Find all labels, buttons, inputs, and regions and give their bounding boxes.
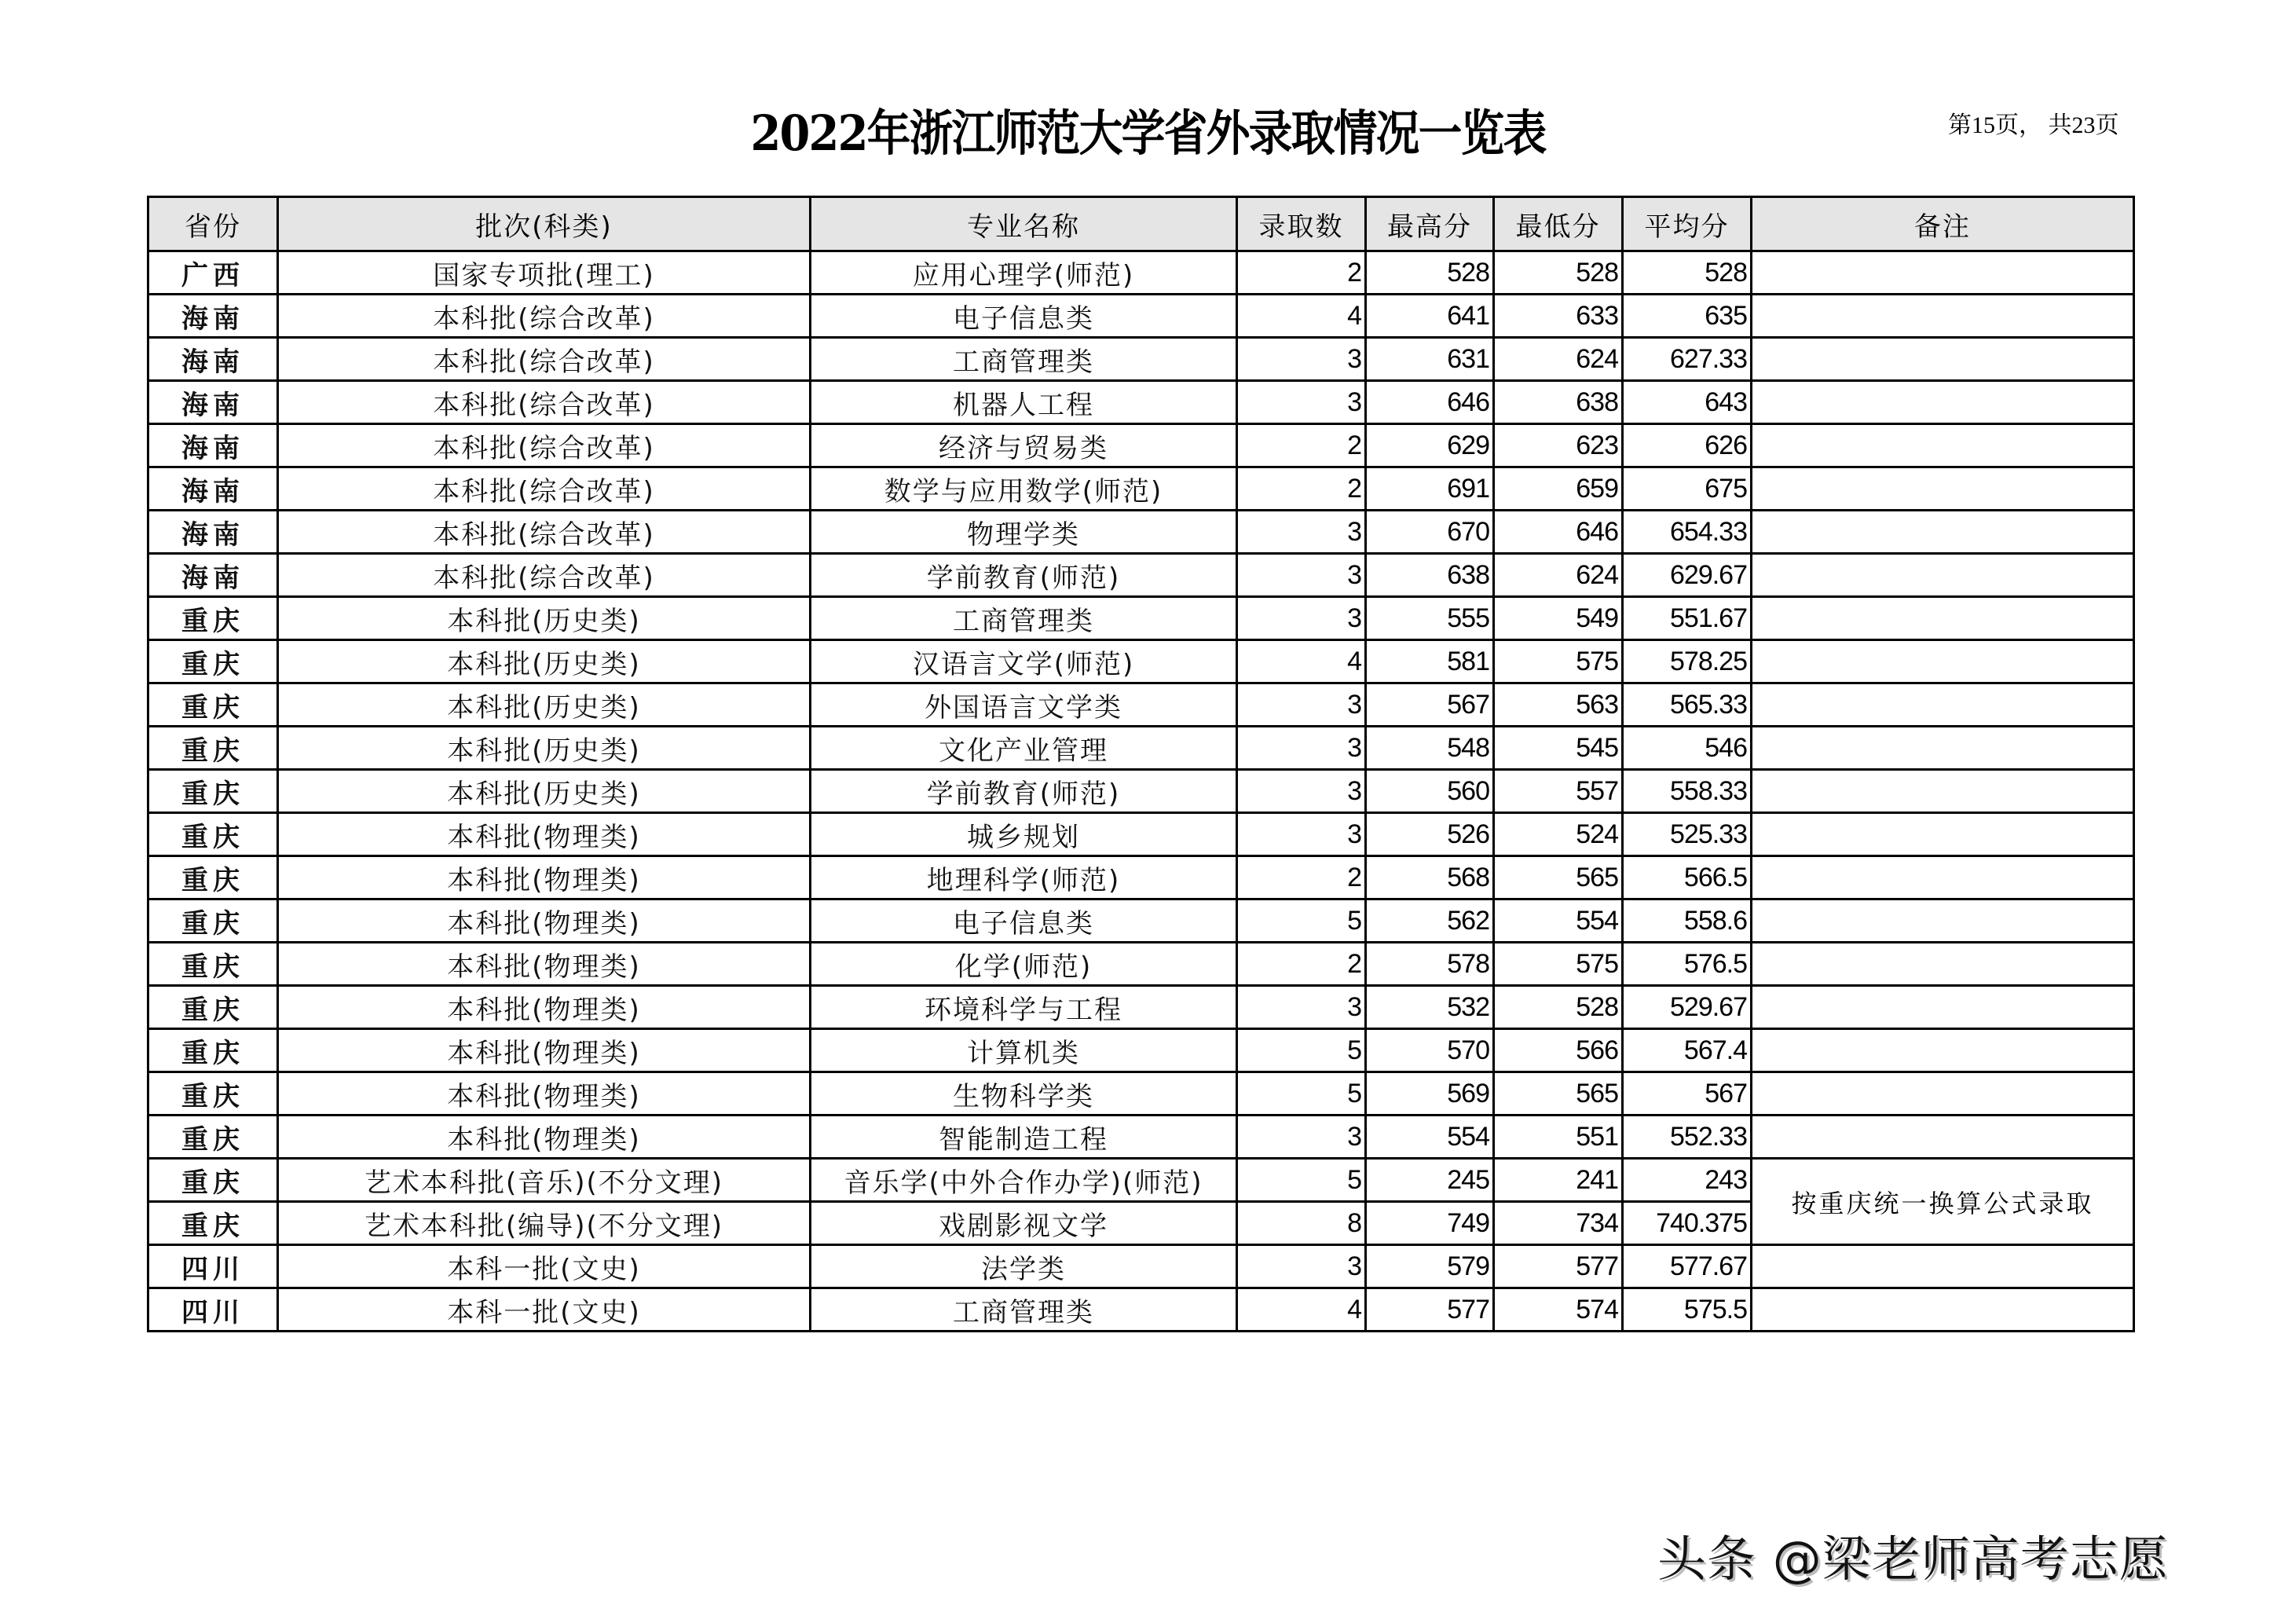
cell-avg-score: 567.4 — [1623, 1029, 1752, 1072]
cell-major: 生物科学类 — [811, 1072, 1237, 1116]
cell-batch: 艺术本科批(编导)(不分文理) — [278, 1202, 811, 1245]
cell-major: 物理学类 — [811, 511, 1237, 554]
cell-province: 重庆 — [148, 1029, 278, 1072]
cell-max-score: 548 — [1366, 727, 1494, 770]
table-row — [148, 856, 2134, 899]
table-row — [148, 597, 2134, 640]
cell-province: 重庆 — [148, 813, 278, 856]
cell-count: 3 — [1237, 770, 1366, 813]
cell-major: 学前教育(师范) — [811, 554, 1237, 597]
cell-remark — [1752, 554, 2134, 597]
cell-min-score: 575 — [1494, 640, 1623, 683]
cell-count: 3 — [1237, 1116, 1366, 1159]
cell-province: 重庆 — [148, 1202, 278, 1245]
cell-major: 工商管理类 — [811, 338, 1237, 381]
cell-major: 数学与应用数学(师范) — [811, 467, 1237, 511]
cell-avg-score: 629.67 — [1623, 554, 1752, 597]
cell-count: 2 — [1237, 467, 1366, 511]
cell-min-score: 557 — [1494, 770, 1623, 813]
cell-province: 重庆 — [148, 597, 278, 640]
cell-min-score: 624 — [1494, 554, 1623, 597]
cell-min-score: 624 — [1494, 338, 1623, 381]
cell-major: 戏剧影视文学 — [811, 1202, 1237, 1245]
cell-remark — [1752, 597, 2134, 640]
table-row — [148, 727, 2134, 770]
cell-major: 音乐学(中外合作办学)(师范) — [811, 1159, 1237, 1202]
table-row — [148, 251, 2134, 295]
cell-batch: 本科批(综合改革) — [278, 511, 811, 554]
cell-max-score: 526 — [1366, 813, 1494, 856]
cell-province: 重庆 — [148, 856, 278, 899]
cell-batch: 本科批(物理类) — [278, 943, 811, 986]
cell-major: 化学(师范) — [811, 943, 1237, 986]
cell-count: 3 — [1237, 986, 1366, 1029]
cell-province: 海南 — [148, 295, 278, 338]
table-row — [148, 511, 2134, 554]
cell-max-score: 568 — [1366, 856, 1494, 899]
cell-max-score: 577 — [1366, 1288, 1494, 1332]
table-row — [148, 424, 2134, 467]
cell-min-score: 638 — [1494, 381, 1623, 424]
cell-count: 2 — [1237, 251, 1366, 295]
cell-major: 智能制造工程 — [811, 1116, 1237, 1159]
cell-max-score: 638 — [1366, 554, 1494, 597]
cell-major: 环境科学与工程 — [811, 986, 1237, 1029]
cell-batch: 本科批(历史类) — [278, 727, 811, 770]
cell-remark — [1752, 1116, 2134, 1159]
cell-remark — [1752, 424, 2134, 467]
table-row — [148, 770, 2134, 813]
admission-table — [147, 196, 2135, 1332]
cell-batch: 本科一批(文史) — [278, 1288, 811, 1332]
cell-max-score: 631 — [1366, 338, 1494, 381]
cell-avg-score: 243 — [1623, 1159, 1752, 1202]
cell-min-score: 577 — [1494, 1245, 1623, 1288]
cell-province: 重庆 — [148, 770, 278, 813]
cell-major: 计算机类 — [811, 1029, 1237, 1072]
cell-avg-score: 528 — [1623, 251, 1752, 295]
cell-min-score: 545 — [1494, 727, 1623, 770]
cell-major: 汉语言文学(师范) — [811, 640, 1237, 683]
cell-major: 工商管理类 — [811, 1288, 1237, 1332]
cell-count: 3 — [1237, 813, 1366, 856]
cell-province: 重庆 — [148, 727, 278, 770]
cell-max-score: 569 — [1366, 1072, 1494, 1116]
cell-max-score: 532 — [1366, 986, 1494, 1029]
cell-count: 4 — [1237, 640, 1366, 683]
cell-major: 机器人工程 — [811, 381, 1237, 424]
table-row — [148, 381, 2134, 424]
page-title: 2022年浙江师范大学省外录取情况一览表 — [750, 104, 1546, 162]
cell-batch: 本科批(历史类) — [278, 770, 811, 813]
header-major: 专业名称 — [811, 197, 1237, 251]
cell-avg-score: 567 — [1623, 1072, 1752, 1116]
cell-remark — [1752, 683, 2134, 727]
cell-batch: 本科批(综合改革) — [278, 424, 811, 467]
cell-batch: 本科批(综合改革) — [278, 338, 811, 381]
cell-max-score: 562 — [1366, 899, 1494, 943]
table-row — [148, 467, 2134, 511]
cell-count: 3 — [1237, 511, 1366, 554]
cell-count: 3 — [1237, 727, 1366, 770]
cell-avg-score: 635 — [1623, 295, 1752, 338]
cell-batch: 本科批(历史类) — [278, 640, 811, 683]
header-count: 录取数 — [1237, 197, 1366, 251]
cell-max-score: 629 — [1366, 424, 1494, 467]
table-row — [148, 813, 2134, 856]
header-max-score: 最高分 — [1366, 197, 1494, 251]
cell-remark — [1752, 856, 2134, 899]
cell-major: 应用心理学(师范) — [811, 251, 1237, 295]
cell-max-score: 560 — [1366, 770, 1494, 813]
cell-count: 3 — [1237, 554, 1366, 597]
cell-major: 学前教育(师范) — [811, 770, 1237, 813]
cell-batch: 本科批(综合改革) — [278, 554, 811, 597]
cell-min-score: 659 — [1494, 467, 1623, 511]
cell-avg-score: 740.375 — [1623, 1202, 1752, 1245]
cell-avg-score: 551.67 — [1623, 597, 1752, 640]
cell-remark — [1752, 1288, 2134, 1332]
cell-max-score: 691 — [1366, 467, 1494, 511]
cell-batch: 本科批(历史类) — [278, 597, 811, 640]
cell-count: 2 — [1237, 943, 1366, 986]
cell-province: 四川 — [148, 1288, 278, 1332]
cell-count: 2 — [1237, 424, 1366, 467]
cell-province: 广西 — [148, 251, 278, 295]
cell-min-score: 563 — [1494, 683, 1623, 727]
cell-remark — [1752, 640, 2134, 683]
cell-province: 重庆 — [148, 640, 278, 683]
cell-major: 经济与贸易类 — [811, 424, 1237, 467]
cell-min-score: 566 — [1494, 1029, 1623, 1072]
cell-province: 海南 — [148, 554, 278, 597]
table-row — [148, 1245, 2134, 1288]
cell-province: 海南 — [148, 467, 278, 511]
page-indicator: 第15页， 共23页 — [1948, 112, 2119, 138]
cell-max-score: 245 — [1366, 1159, 1494, 1202]
cell-min-score: 575 — [1494, 943, 1623, 986]
cell-max-score: 641 — [1366, 295, 1494, 338]
cell-province: 重庆 — [148, 986, 278, 1029]
cell-avg-score: 558.6 — [1623, 899, 1752, 943]
cell-count: 3 — [1237, 683, 1366, 727]
cell-count: 5 — [1237, 1029, 1366, 1072]
cell-province: 海南 — [148, 338, 278, 381]
cell-avg-score: 546 — [1623, 727, 1752, 770]
cell-count: 3 — [1237, 338, 1366, 381]
cell-min-score: 623 — [1494, 424, 1623, 467]
cell-major: 电子信息类 — [811, 295, 1237, 338]
table-row — [148, 295, 2134, 338]
cell-min-score: 633 — [1494, 295, 1623, 338]
cell-batch: 本科批(物理类) — [278, 1072, 811, 1116]
cell-min-score: 528 — [1494, 986, 1623, 1029]
cell-major: 工商管理类 — [811, 597, 1237, 640]
cell-avg-score: 566.5 — [1623, 856, 1752, 899]
table-row — [148, 1029, 2134, 1072]
cell-max-score: 581 — [1366, 640, 1494, 683]
table-row — [148, 554, 2134, 597]
cell-batch: 本科批(物理类) — [278, 986, 811, 1029]
cell-min-score: 554 — [1494, 899, 1623, 943]
cell-batch: 本科批(综合改革) — [278, 295, 811, 338]
table-row — [148, 338, 2134, 381]
cell-max-score: 670 — [1366, 511, 1494, 554]
cell-province: 海南 — [148, 424, 278, 467]
table-row — [148, 1116, 2134, 1159]
cell-remark — [1752, 295, 2134, 338]
cell-max-score: 528 — [1366, 251, 1494, 295]
cell-province: 海南 — [148, 511, 278, 554]
header-min-score: 最低分 — [1494, 197, 1623, 251]
watermark: 头条 @梁老师高考志愿 — [1657, 1530, 2169, 1588]
cell-count: 3 — [1237, 1245, 1366, 1288]
cell-province: 海南 — [148, 381, 278, 424]
cell-province: 重庆 — [148, 1072, 278, 1116]
cell-min-score: 565 — [1494, 856, 1623, 899]
cell-max-score: 570 — [1366, 1029, 1494, 1072]
cell-count: 4 — [1237, 295, 1366, 338]
cell-count: 3 — [1237, 381, 1366, 424]
table-body — [148, 251, 2134, 1332]
header-province: 省份 — [148, 197, 278, 251]
cell-avg-score: 578.25 — [1623, 640, 1752, 683]
cell-count: 8 — [1237, 1202, 1366, 1245]
table-header-row — [148, 197, 2134, 251]
cell-avg-score: 626 — [1623, 424, 1752, 467]
cell-min-score: 734 — [1494, 1202, 1623, 1245]
cell-major: 城乡规划 — [811, 813, 1237, 856]
cell-batch: 本科批(物理类) — [278, 899, 811, 943]
cell-batch: 本科批(综合改革) — [278, 467, 811, 511]
cell-major: 外国语言文学类 — [811, 683, 1237, 727]
cell-province: 四川 — [148, 1245, 278, 1288]
cell-avg-score: 576.5 — [1623, 943, 1752, 986]
cell-max-score: 567 — [1366, 683, 1494, 727]
header-batch: 批次(科类) — [278, 197, 811, 251]
cell-avg-score: 558.33 — [1623, 770, 1752, 813]
cell-avg-score: 575.5 — [1623, 1288, 1752, 1332]
cell-min-score: 646 — [1494, 511, 1623, 554]
cell-major: 法学类 — [811, 1245, 1237, 1288]
cell-max-score: 579 — [1366, 1245, 1494, 1288]
table-row — [148, 943, 2134, 986]
cell-max-score: 646 — [1366, 381, 1494, 424]
cell-province: 重庆 — [148, 899, 278, 943]
cell-remark — [1752, 813, 2134, 856]
cell-max-score: 554 — [1366, 1116, 1494, 1159]
cell-remark: 按重庆统一换算公式录取 — [1752, 1159, 2134, 1245]
cell-avg-score: 525.33 — [1623, 813, 1752, 856]
cell-avg-score: 529.67 — [1623, 986, 1752, 1029]
cell-remark — [1752, 1072, 2134, 1116]
cell-province: 重庆 — [148, 1116, 278, 1159]
cell-min-score: 551 — [1494, 1116, 1623, 1159]
table-row — [148, 1159, 2134, 1202]
cell-avg-score: 565.33 — [1623, 683, 1752, 727]
cell-major: 文化产业管理 — [811, 727, 1237, 770]
cell-remark — [1752, 986, 2134, 1029]
cell-remark — [1752, 381, 2134, 424]
cell-count: 2 — [1237, 856, 1366, 899]
cell-batch: 本科批(物理类) — [278, 1029, 811, 1072]
cell-batch: 国家专项批(理工) — [278, 251, 811, 295]
cell-remark — [1752, 467, 2134, 511]
cell-count: 5 — [1237, 1159, 1366, 1202]
table-row — [148, 1288, 2134, 1332]
cell-province: 重庆 — [148, 683, 278, 727]
cell-major: 电子信息类 — [811, 899, 1237, 943]
cell-remark — [1752, 770, 2134, 813]
cell-remark — [1752, 251, 2134, 295]
cell-remark — [1752, 727, 2134, 770]
table-row — [148, 986, 2134, 1029]
cell-batch: 本科批(历史类) — [278, 683, 811, 727]
table-row — [148, 683, 2134, 727]
cell-batch: 本科一批(文史) — [278, 1245, 811, 1288]
table-row — [148, 1072, 2134, 1116]
cell-batch: 艺术本科批(音乐)(不分文理) — [278, 1159, 811, 1202]
table-row — [148, 640, 2134, 683]
cell-batch: 本科批(物理类) — [278, 856, 811, 899]
cell-province: 重庆 — [148, 1159, 278, 1202]
cell-remark — [1752, 511, 2134, 554]
cell-count: 4 — [1237, 1288, 1366, 1332]
cell-avg-score: 643 — [1623, 381, 1752, 424]
cell-remark — [1752, 943, 2134, 986]
cell-major: 地理科学(师范) — [811, 856, 1237, 899]
header-avg-score: 平均分 — [1623, 197, 1752, 251]
cell-remark — [1752, 1029, 2134, 1072]
cell-avg-score: 627.33 — [1623, 338, 1752, 381]
cell-min-score: 549 — [1494, 597, 1623, 640]
cell-remark — [1752, 338, 2134, 381]
cell-batch: 本科批(物理类) — [278, 1116, 811, 1159]
cell-count: 5 — [1237, 899, 1366, 943]
cell-min-score: 574 — [1494, 1288, 1623, 1332]
cell-remark — [1752, 1245, 2134, 1288]
cell-count: 3 — [1237, 597, 1366, 640]
cell-max-score: 578 — [1366, 943, 1494, 986]
cell-min-score: 524 — [1494, 813, 1623, 856]
cell-max-score: 749 — [1366, 1202, 1494, 1245]
cell-count: 5 — [1237, 1072, 1366, 1116]
cell-min-score: 528 — [1494, 251, 1623, 295]
cell-avg-score: 577.67 — [1623, 1245, 1752, 1288]
cell-min-score: 565 — [1494, 1072, 1623, 1116]
cell-min-score: 241 — [1494, 1159, 1623, 1202]
cell-province: 重庆 — [148, 943, 278, 986]
cell-batch: 本科批(综合改革) — [278, 381, 811, 424]
table-row — [148, 899, 2134, 943]
header-remark: 备注 — [1752, 197, 2134, 251]
cell-avg-score: 552.33 — [1623, 1116, 1752, 1159]
cell-avg-score: 675 — [1623, 467, 1752, 511]
cell-max-score: 555 — [1366, 597, 1494, 640]
cell-avg-score: 654.33 — [1623, 511, 1752, 554]
cell-batch: 本科批(物理类) — [278, 813, 811, 856]
cell-remark — [1752, 899, 2134, 943]
